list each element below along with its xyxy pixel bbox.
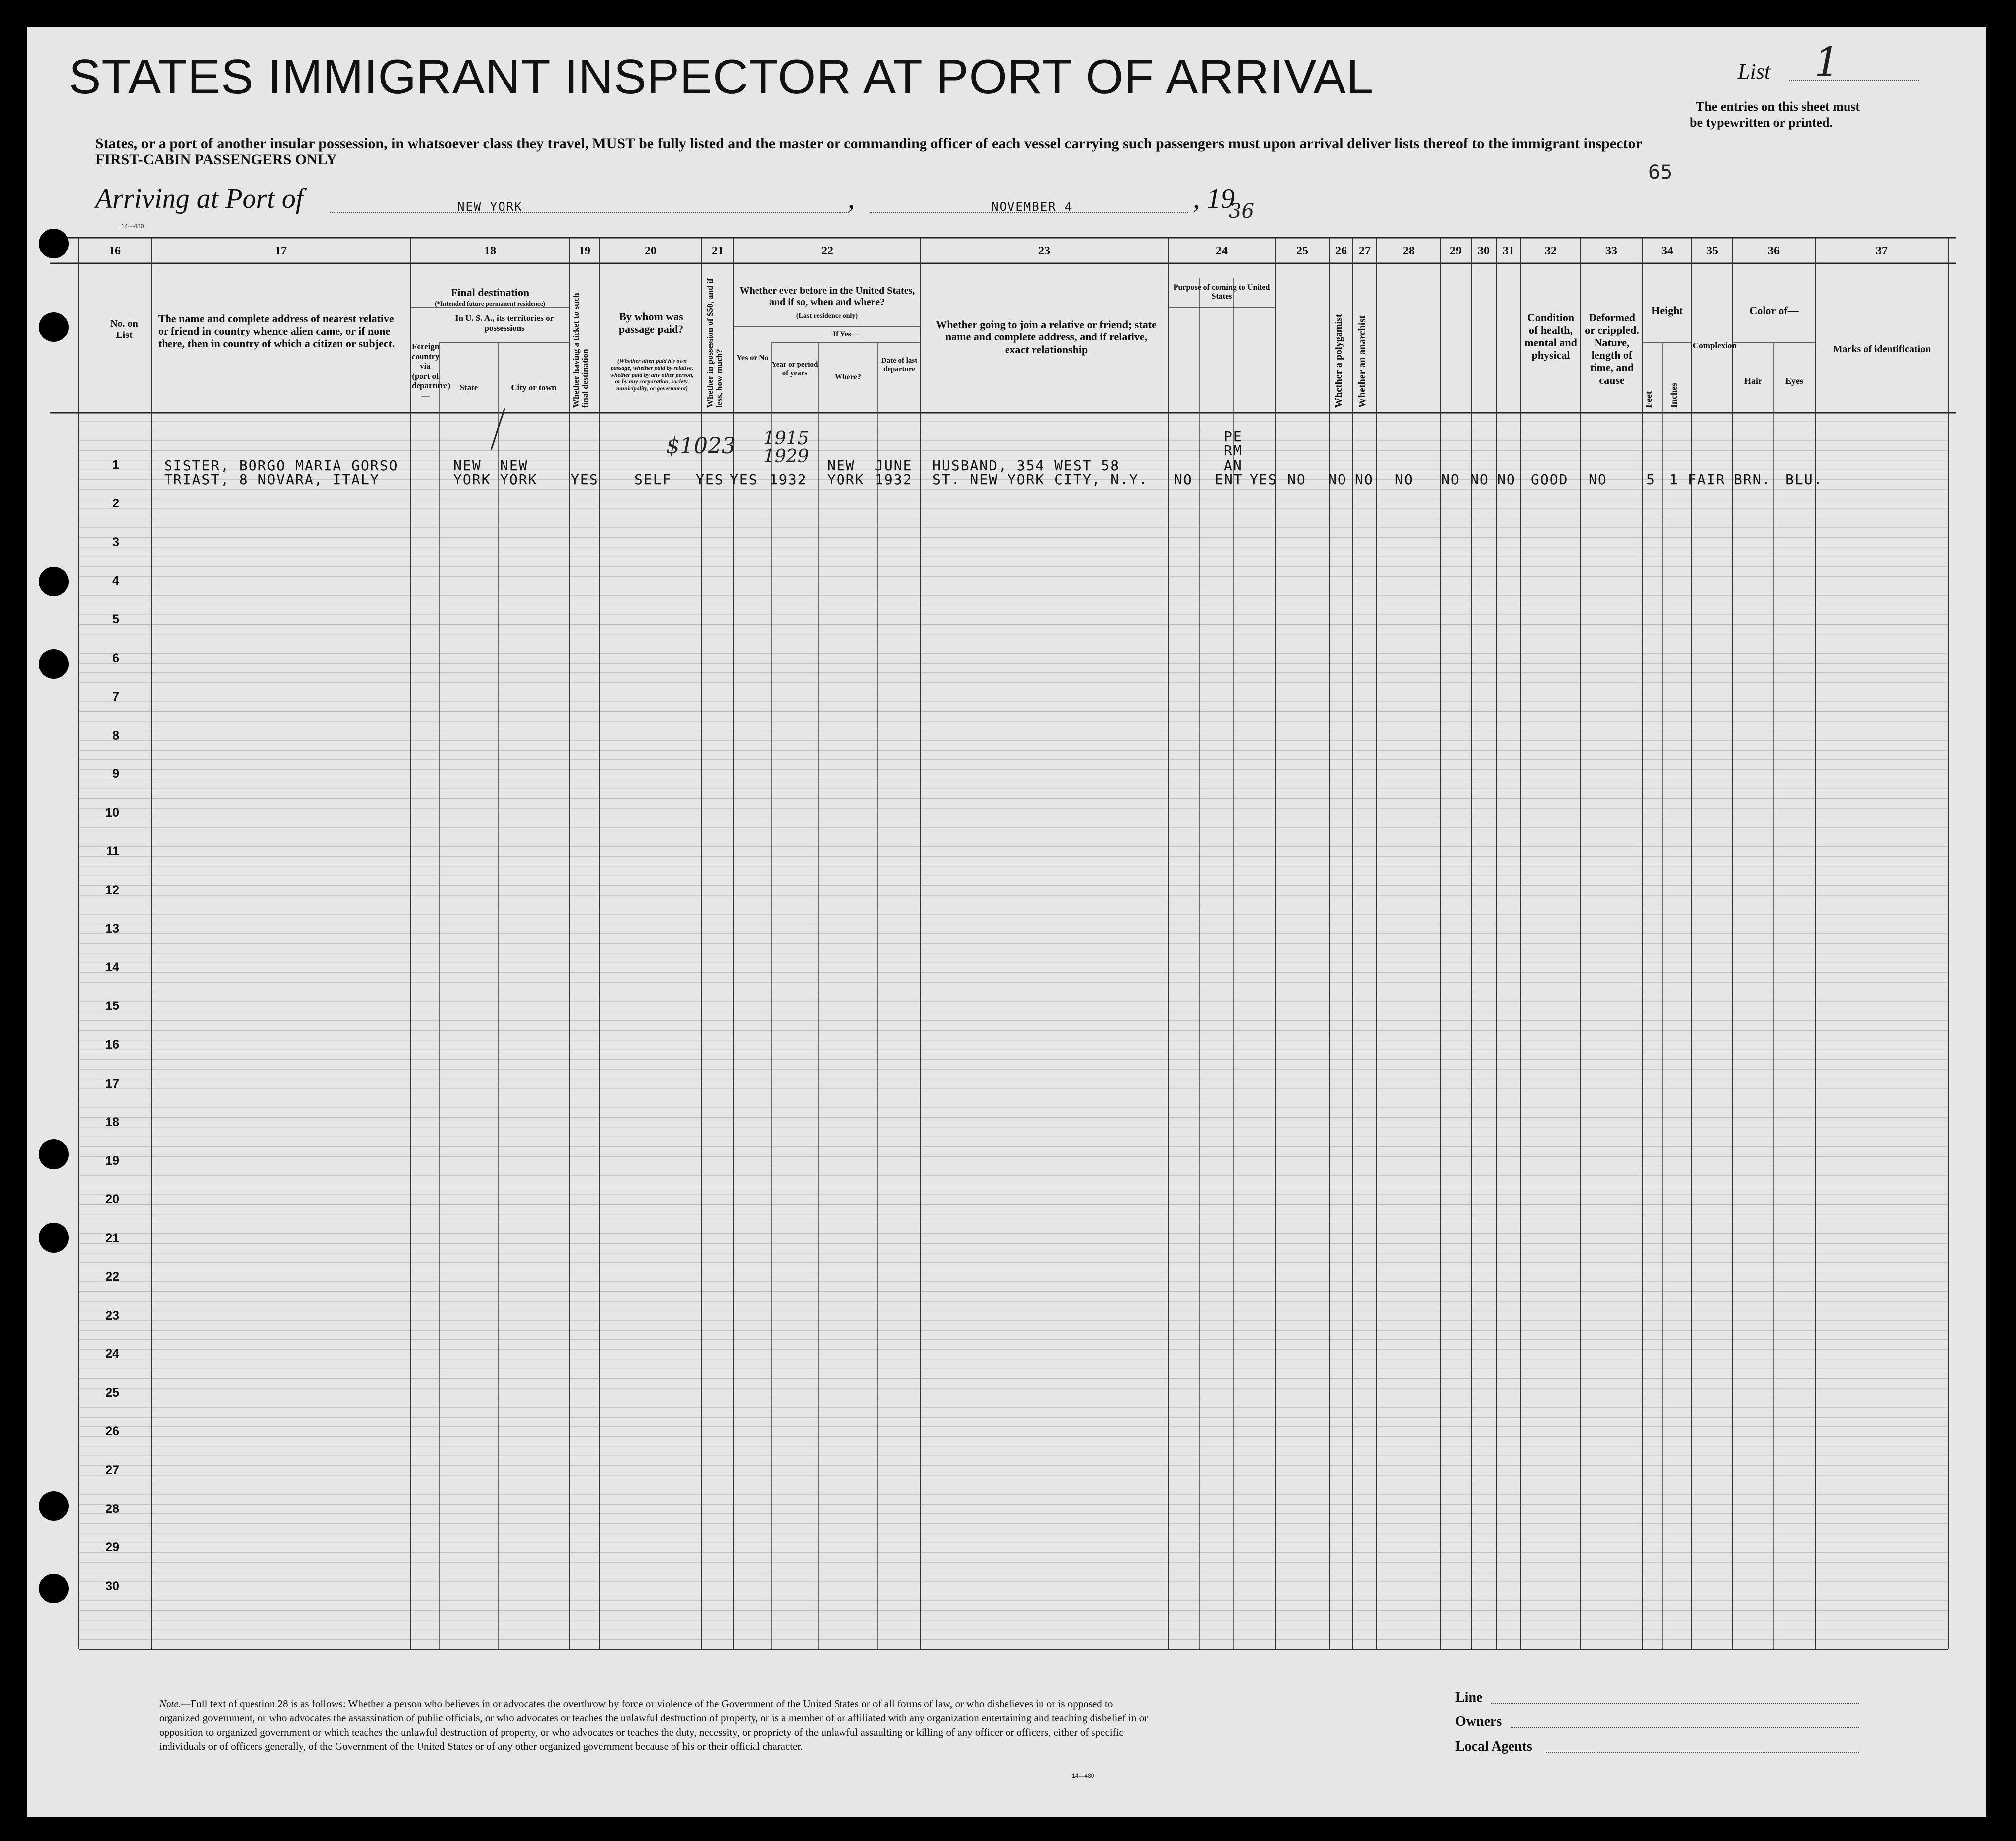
row-number-11: 11 bbox=[106, 844, 119, 858]
entry-eyes: BLU. bbox=[1785, 471, 1823, 488]
year-suffix: 36 bbox=[1229, 200, 1254, 223]
entry-col27: NO bbox=[1355, 471, 1374, 488]
header-date-departure: Date of last departure bbox=[881, 357, 918, 374]
line-underline bbox=[1491, 1703, 1859, 1704]
entry-complexion: FAIR bbox=[1688, 471, 1726, 488]
entry-health: GOOD bbox=[1531, 471, 1569, 488]
entry-deformed: NO bbox=[1589, 471, 1607, 488]
header-going-to-join: Whether going to join a relative or friend; state name and complete address, and if relative, exact relationship bbox=[936, 318, 1157, 356]
column-number-26: 26 bbox=[1335, 245, 1347, 257]
header-final-destination: Final destination bbox=[450, 286, 530, 299]
entry-purpose-b-3: AN bbox=[1224, 457, 1243, 474]
entry-col29: NO bbox=[1441, 471, 1460, 488]
entry-ticket: YES bbox=[571, 471, 599, 488]
column-number-34: 34 bbox=[1661, 245, 1673, 257]
column-number-29: 29 bbox=[1450, 245, 1462, 257]
header-color-of: Color of— bbox=[1749, 304, 1799, 317]
arriving-at-port-label: Arriving at Port of bbox=[95, 183, 304, 214]
line-label: Line bbox=[1455, 1690, 1483, 1705]
row-number-23: 23 bbox=[105, 1308, 119, 1323]
header-in-usa: In U. S. A., its territories or possessions bbox=[455, 313, 554, 333]
header-ever-before: Whether ever before in the United States, and if so, when and where? bbox=[739, 285, 915, 308]
column-number-23: 23 bbox=[1038, 245, 1050, 257]
owners-underline bbox=[1511, 1727, 1859, 1728]
entry-col25: NO bbox=[1287, 471, 1306, 488]
entry-purpose-c: YES bbox=[1250, 471, 1278, 488]
typewritten-note-line2: be typewritten or printed. bbox=[1690, 115, 1833, 130]
row-number-21: 21 bbox=[105, 1231, 119, 1245]
header-purpose: Purpose of coming to United States bbox=[1173, 283, 1270, 301]
row-number-6: 6 bbox=[112, 651, 119, 665]
entry-state-line2: YORK bbox=[453, 471, 491, 488]
header-yes-or-no: Yes or No bbox=[736, 354, 769, 362]
row-number-14: 14 bbox=[105, 960, 119, 975]
entry-year: 1932 bbox=[769, 471, 807, 488]
row-number-27: 27 bbox=[105, 1463, 119, 1477]
column-number-32: 32 bbox=[1545, 245, 1557, 257]
punch-hole bbox=[39, 312, 69, 342]
row-number-25: 25 bbox=[105, 1386, 119, 1400]
header-inches: Inches bbox=[1669, 382, 1679, 408]
row-number-17: 17 bbox=[105, 1076, 119, 1090]
column-number-35: 35 bbox=[1706, 245, 1718, 257]
header-last-residence: (Last residence only) bbox=[796, 312, 858, 320]
handwritten-year-1929: 1929 bbox=[763, 446, 809, 467]
column-number-22: 22 bbox=[821, 245, 833, 257]
form-title: STATES IMMIGRANT INSPECTOR AT PORT OF ARRIVAL bbox=[69, 49, 1374, 104]
manifest-sheet bbox=[27, 27, 1986, 1817]
column-number-28: 28 bbox=[1403, 245, 1415, 257]
header-passage-paid: By whom was passage paid? bbox=[618, 310, 684, 335]
row-number-7: 7 bbox=[112, 689, 119, 704]
header-marks: Marks of identification bbox=[1833, 344, 1931, 355]
entry-col26: NO bbox=[1328, 471, 1347, 488]
owners-label: Owners bbox=[1455, 1714, 1502, 1729]
punch-hole bbox=[39, 1139, 69, 1169]
column-number-31: 31 bbox=[1503, 245, 1514, 257]
header-where: Where? bbox=[835, 373, 861, 381]
column-number-24: 24 bbox=[1216, 245, 1228, 257]
row-number-8: 8 bbox=[112, 728, 119, 743]
header-if-yes: If Yes— bbox=[832, 330, 860, 338]
row-number-4: 4 bbox=[112, 574, 119, 588]
entry-before-in-us: YES bbox=[730, 471, 758, 488]
header-polygamist: Whether a polygamist bbox=[1333, 314, 1344, 408]
entry-purpose-a: NO bbox=[1174, 471, 1193, 488]
entry-col30: NO bbox=[1470, 471, 1489, 488]
row-number-10: 10 bbox=[105, 806, 119, 820]
row-number-18: 18 bbox=[105, 1115, 119, 1129]
row-number-1: 1 bbox=[112, 458, 119, 472]
year-prefix: , 19 bbox=[1193, 183, 1235, 214]
column-number-19: 19 bbox=[579, 245, 590, 257]
header-no-on-list: No. on List bbox=[110, 318, 138, 340]
header-final-destination-note: (*Intended future permanent residence) bbox=[435, 300, 545, 307]
handwritten-year-1915: 1915 bbox=[763, 428, 809, 449]
sheet-number: 65 bbox=[1648, 161, 1673, 184]
port-underline bbox=[330, 212, 849, 213]
punch-hole bbox=[39, 1223, 69, 1253]
header-anarchist: Whether an anarchist bbox=[1357, 315, 1368, 408]
row-number-24: 24 bbox=[105, 1347, 119, 1361]
form-grid bbox=[27, 27, 1986, 1817]
header-complexion: Complexion bbox=[1693, 341, 1737, 350]
list-number: 1 bbox=[1814, 39, 1840, 85]
header-deformed: Deformed or crippled. Nature, length of time, and cause bbox=[1585, 311, 1639, 387]
entry-city-line2: YORK bbox=[500, 471, 538, 488]
entry-hair: BRN. bbox=[1734, 471, 1771, 488]
row-number-3: 3 bbox=[112, 535, 119, 549]
header-state: State bbox=[459, 383, 478, 392]
row-number-29: 29 bbox=[105, 1540, 119, 1555]
row-number-20: 20 bbox=[105, 1192, 119, 1207]
local-agents-label: Local Agents bbox=[1455, 1739, 1532, 1754]
header-foreign-country: Foreign country via (port of departure)— bbox=[412, 342, 451, 400]
column-number-37: 37 bbox=[1876, 245, 1888, 257]
first-cabin-label: FIRST-CABIN PASSENGERS ONLY bbox=[95, 151, 337, 167]
row-number-30: 30 bbox=[105, 1579, 119, 1593]
column-number-17: 17 bbox=[275, 245, 287, 257]
handwritten-cash-mark: $1023 bbox=[666, 433, 736, 459]
row-number-28: 28 bbox=[105, 1502, 119, 1516]
header-height: Height bbox=[1651, 304, 1683, 317]
header-year-period: Year or period of years bbox=[771, 361, 818, 378]
entry-where-line1: NEW bbox=[827, 457, 855, 474]
form-code-top: 14—480 bbox=[121, 223, 144, 230]
punch-hole bbox=[39, 229, 69, 258]
entry-city-line1: NEW bbox=[500, 457, 528, 474]
row-number-9: 9 bbox=[112, 767, 119, 781]
entry-relative-line2: TRIAST, 8 NOVARA, ITALY bbox=[164, 471, 380, 488]
header-city: City or town bbox=[511, 383, 557, 392]
date-value: NOVEMBER 4 bbox=[991, 200, 1073, 214]
row-number-5: 5 bbox=[112, 612, 119, 627]
header-fifty-dollars: Whether in possession of $50, and if less, how much? bbox=[705, 278, 724, 408]
entry-relative-line1: SISTER, BORGO MARIA GORSO bbox=[164, 457, 399, 474]
port-value: NEW YORK bbox=[457, 200, 523, 214]
form-instructions: States, or a port of another insular possession, in whatsoever class they travel, MUST be fully listed and the master or commanding officer of each vessel carrying such passengers must upon arrival deliver lists thereof to the immigrant inspector bbox=[95, 135, 1642, 152]
column-number-30: 30 bbox=[1478, 245, 1490, 257]
entry-purpose-b-2: RM bbox=[1224, 442, 1243, 459]
header-hair: Hair bbox=[1744, 376, 1762, 386]
entry-purpose-b-4: ENT bbox=[1215, 471, 1243, 488]
row-number-19: 19 bbox=[105, 1154, 119, 1168]
header-feet: Feet bbox=[1644, 391, 1654, 408]
row-number-2: 2 bbox=[112, 496, 119, 510]
header-nearest-relative: The name and complete address of nearest relative or friend in country whence alien came, or if none there, then in country of which a citizen or subject. bbox=[158, 312, 395, 350]
row-number-16: 16 bbox=[105, 1038, 119, 1052]
entry-fifty-dollars: YES bbox=[696, 471, 724, 488]
column-number-21: 21 bbox=[712, 245, 724, 257]
column-number-25: 25 bbox=[1296, 245, 1308, 257]
entry-purpose-b-1: PE bbox=[1224, 428, 1243, 445]
punch-hole bbox=[39, 1574, 69, 1603]
local-agents-underline bbox=[1546, 1752, 1859, 1753]
entry-join-line1: HUSBAND, 354 WEST 58 bbox=[932, 457, 1120, 474]
punch-hole bbox=[39, 1491, 69, 1521]
header-eyes: Eyes bbox=[1785, 376, 1803, 386]
column-number-16: 16 bbox=[109, 245, 121, 257]
entry-departure-line2: 1932 bbox=[875, 471, 913, 488]
row-number-15: 15 bbox=[105, 999, 119, 1013]
entry-feet: 5 bbox=[1646, 471, 1656, 488]
column-number-20: 20 bbox=[645, 245, 657, 257]
column-number-36: 36 bbox=[1768, 245, 1780, 257]
column-number-18: 18 bbox=[484, 245, 496, 257]
typewritten-note-line1: The entries on this sheet must bbox=[1696, 99, 1860, 114]
row-number-13: 13 bbox=[105, 921, 119, 936]
list-label: List bbox=[1738, 59, 1771, 84]
entry-inches: 1 bbox=[1669, 471, 1679, 488]
header-passage-note: (Whether alien paid his own passage, whether paid by relative, whether paid by any other person, or by any corporation, society, municipality, or government) bbox=[610, 357, 694, 392]
row-number-26: 26 bbox=[105, 1424, 119, 1438]
entry-join-line2: ST. NEW YORK CITY, N.Y. bbox=[932, 471, 1148, 488]
punch-hole bbox=[39, 567, 69, 596]
form-code-bottom: 14—480 bbox=[1072, 1772, 1094, 1779]
entry-col28: NO bbox=[1395, 471, 1414, 488]
entry-paid-by: SELF bbox=[634, 471, 672, 488]
row-number-12: 12 bbox=[105, 883, 119, 897]
column-number-33: 33 bbox=[1605, 245, 1617, 257]
footnote-question-28: Note.—Full text of question 28 is as follows: Whether a person who believes in or advocates the overthrow by force or violence of the Government of the United States or of all forms of law, or who disbelieves in or is opposed to organized government, or who advocates the assassination of public officials, or who advocates or teaches the unlawful destruction of property, or is a member of or affiliated with any organization entertaining and teaching disbelief in or opposition to organized government or which teaches the unlawful destruction of property, or who advocates or teaches the duty, necessity, or propriety of the unlawful assaulting or killing of any officer or officers, either of specific individuals or of officers generally, of the Government of the United States or of any other organized government because of his or their official character. bbox=[159, 1698, 1148, 1753]
comma-separator: , bbox=[848, 183, 855, 214]
header-health: Condition of health, mental and physical bbox=[1524, 311, 1577, 361]
entry-departure-line1: JUNE bbox=[875, 457, 913, 474]
entry-state-line1: NEW bbox=[453, 457, 482, 474]
punch-hole bbox=[39, 649, 69, 679]
entry-where-line2: YORK bbox=[827, 471, 865, 488]
row-number-22: 22 bbox=[105, 1269, 119, 1284]
column-number-27: 27 bbox=[1359, 245, 1371, 257]
header-ticket: Whether having a ticket to such final destination bbox=[571, 293, 590, 408]
entry-col31: NO bbox=[1497, 471, 1516, 488]
list-underline bbox=[1789, 80, 1919, 81]
